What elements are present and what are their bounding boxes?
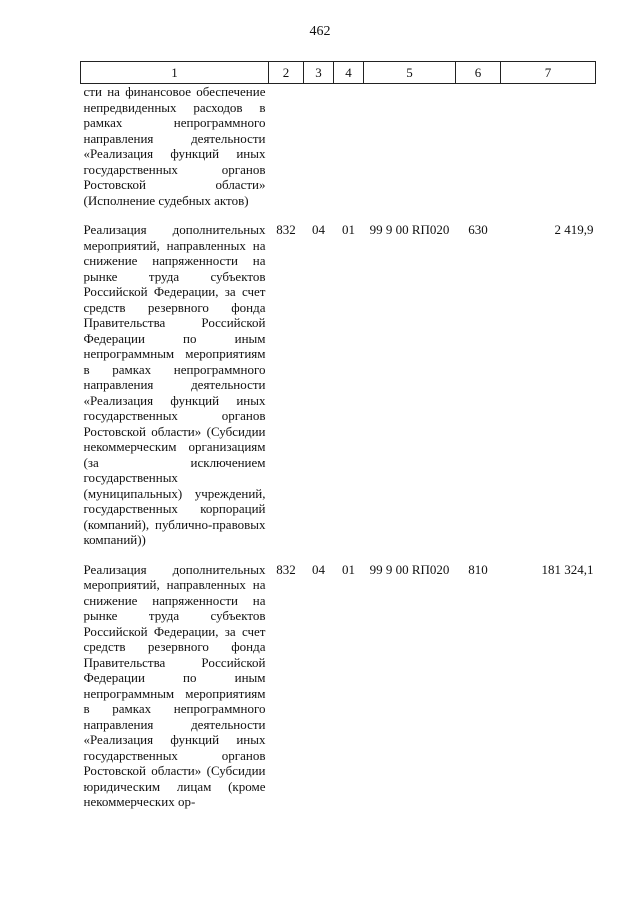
row-section-code: 04 [312,222,325,237]
row-ministry-code: 832 [276,222,296,237]
row-description: сти на финансовое обеспечение непредвиденных расходов в рамках непрограммного направления деятельности «Реализация функций иных государственных органов Ростовской области» (Исполнение судебных актов) [83,84,266,208]
row-amount: 2 419,9 [554,222,594,237]
column-header-4: 4 [334,62,364,84]
row-amount: 181 324,1 [541,561,594,577]
page-number: 462 [309,24,331,39]
column-header-5: 5 [364,62,456,84]
column-header-6: 6 [456,62,501,84]
column-header-2: 2 [269,62,304,84]
row-expense-type [456,84,501,223]
table-header-row [81,62,596,84]
column-header-3: 3 [304,62,334,84]
row-subsection-code: 01 [342,561,355,577]
row-amount [501,84,596,223]
row-expense-type: 810 [468,561,488,577]
row-section-code [304,84,334,223]
table-row [81,222,596,562]
row-section-code: 04 [312,561,325,577]
row-expense-type: 630 [468,222,488,237]
row-ministry-code: 832 [276,561,296,577]
row-description: Реализация дополнительных мероприятий, направленных на снижение напряженности на рынке труда субъектов Российской Федерации, за счет средств резервного фонда Правительства Российской Федерации по иным непрограммным мероприятиям в рамках непрограммного направления деятельности «Реализация функций иных государственных органов Ростовской области» (Субсидии юридическим лицам (кроме некоммерческих ор- [83,561,266,809]
row-subsection-code [334,84,364,223]
row-target-article: 99 9 00 RП020 [369,561,450,577]
column-header-1: 1 [81,62,269,84]
row-target-article: 99 9 00 RП020 [369,222,450,237]
column-header-7: 7 [501,62,596,84]
table-row [81,84,596,223]
row-description: Реализация дополнительных мероприятий, направленных на снижение напряженности на рынке труда субъектов Российской Федерации, за счет средств резервного фонда Правительства Российской Федерации по иным непрограммным мероприятиям в рамках непрограммного направления деятельности «Реализация функций иных государственных органов Ростовской области» (Субсидии некоммерческим организациям (за исключением государственных (муниципальных) учреждений, государственных корпораций (компаний), публично-правовых компаний)) [83,222,266,547]
row-subsection-code: 01 [342,222,355,237]
table-row [81,562,596,810]
row-ministry-code [269,84,304,223]
row-target-article [364,84,456,223]
budget-table [80,61,596,810]
